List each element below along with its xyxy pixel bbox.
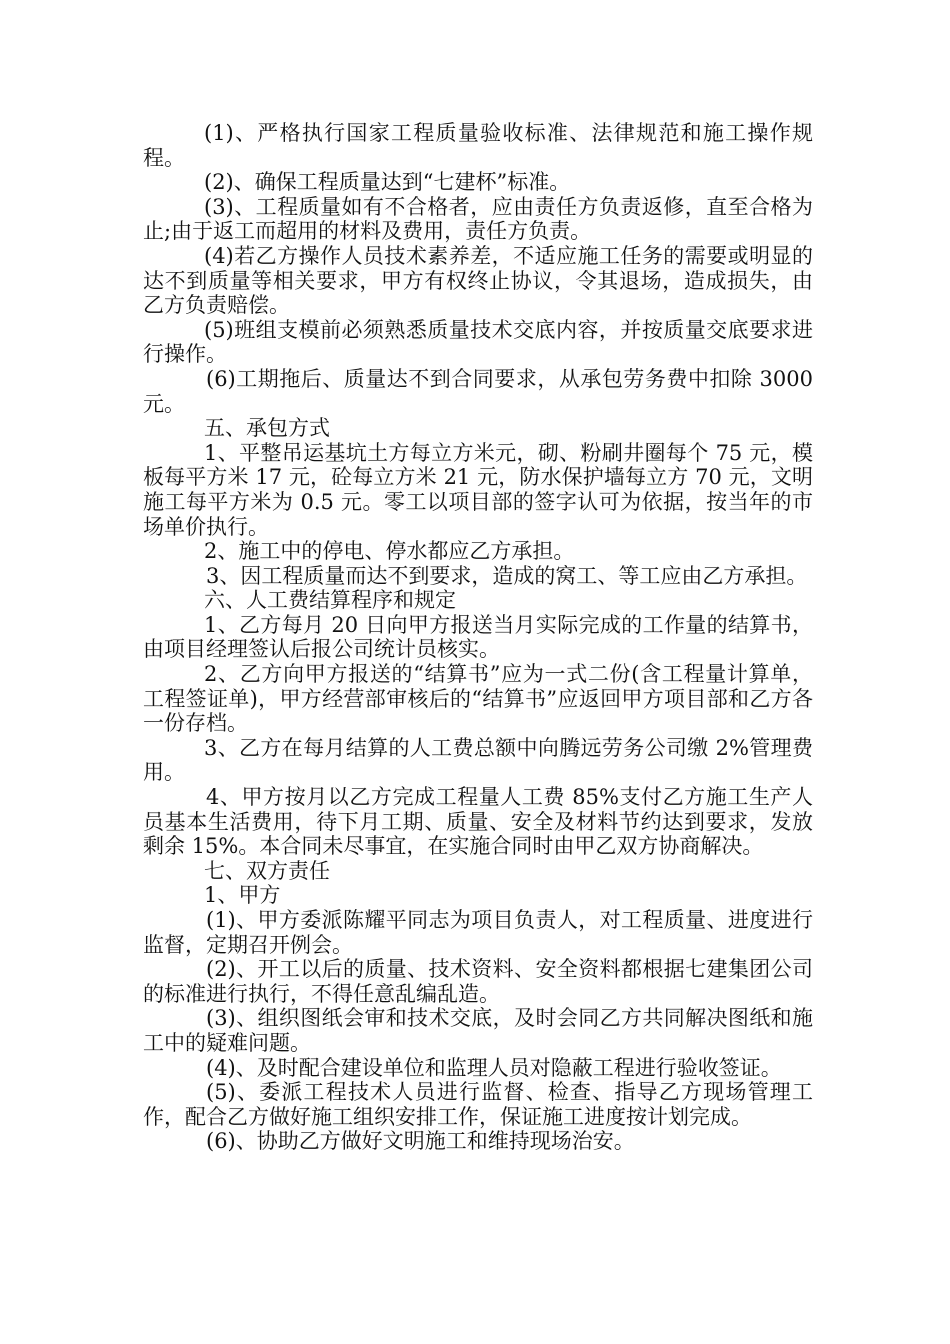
paragraph-quality-4: (4)若乙方操作人员技术素养差，不适应施工任务的需要或明显的达不到质量等相关要求，甲方有权终止协议，令其退场，造成损失，由乙方负责赔偿。 [143,243,813,318]
paragraph-party-a-3: (3)、组织图纸会审和技术交底，及时会同乙方共同解决图纸和施工中的疑难问题。 [143,1006,813,1055]
paragraph-quality-6: (6)工期拖后、质量达不到合同要求，从承包劳务费中扣除 3000 元。 [143,366,813,416]
paragraph-party-a-4: (4)、及时配合建设单位和监理人员对隐蔽工程进行验收签证。 [206,1055,782,1080]
paragraph-party-a-5: (5)、委派工程技术人员进行监督、检查、指导乙方现场管理工作，配合乙方做好施工组织安排工作，保证施工进度按计划完成。 [143,1080,813,1129]
paragraph-party-a-2: (2)、开工以后的质量、技术资料、安全资料都根据七建集团公司的标准进行执行，不得任意乱编乱造。 [143,957,813,1006]
paragraph-contract-3: 3、因工程质量而达不到要求，造成的窝工、等工应由乙方承担。 [206,563,808,588]
paragraph-quality-3: (3)、工程质量如有不合格者，应由责任方负责返修，直至合格为止;由于返工而超用的材料及费用，责任方负责。 [143,194,813,244]
paragraph-party-a-1: (1)、甲方委派陈耀平同志为项目负责人，对工程质量、进度进行监督，定期召开例会。 [143,908,813,957]
paragraph-quality-5: (5)班组支模前必须熟悉质量技术交底内容，并按质量交底要求进行操作。 [143,317,813,367]
paragraph-contract-1: 1、平整吊运基坑土方每立方米元，砌、粉刷井圈每个 75 元，模板每平方米 17 元，砼每立方米 21 元，防水保护墙每立方 70 元，文明施工每平方米为 0.5 元。零工以项目部的签字认可为依据，按当年的市场单价执行。 [143,440,813,539]
document-page [143,121,813,1154]
paragraph-settlement-2: 2、乙方向甲方报送的“结算书”应为一式二份(含工程量计算单，工程签证单)，甲方经营部审核后的“结算书”应返回甲方项目部和乙方各一份存档。 [143,662,813,736]
paragraph-settlement-1: 1、乙方每月 20 日向甲方报送当月实际完成的工作量的结算书，由项目经理签认后报公司统计员核实。 [143,612,813,662]
subheading-party-a: 1、甲方 [204,883,281,908]
section-heading-5: 五、承包方式 [204,416,330,441]
section-heading-6: 六、人工费结算程序和规定 [204,588,456,613]
paragraph-contract-2: 2、施工中的停电、停水都应乙方承担。 [204,539,575,564]
paragraph-settlement-3: 3、乙方在每月结算的人工费总额中向腾远劳务公司缴 2%管理费用。 [143,735,813,785]
paragraph-settlement-4: 4、甲方按月以乙方完成工程量人工费 85%支付乙方施工生产人员基本生活费用，待下月工期、质量、安全及材料节约达到要求，发放剩余 15%。本合同未尽事宜，在实施合同时由甲乙双方协商解决。 [143,785,813,859]
paragraph-party-a-6: (6)、协助乙方做好文明施工和维持现场治安。 [206,1129,635,1154]
paragraph-quality-1: (1)、严格执行国家工程质量验收标准、法律规范和施工操作规程。 [143,121,813,170]
section-heading-7: 七、双方责任 [204,858,330,883]
paragraph-quality-2: (2)、确保工程质量达到“七建杯”标准。 [204,170,571,195]
